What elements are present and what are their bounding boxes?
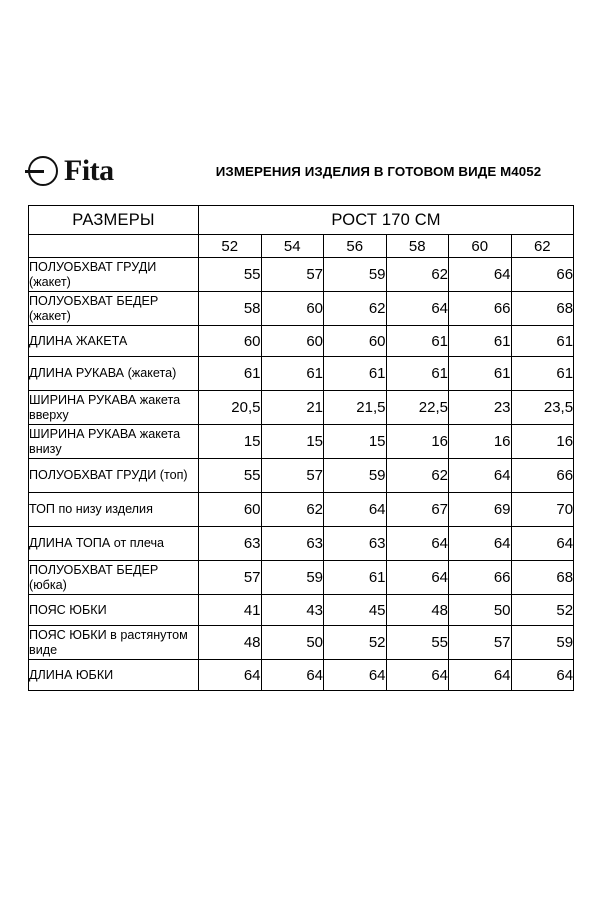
row-label: ПОЛУОБХВАТ ГРУДИ (топ) [29,459,199,493]
row-value: 60 [261,326,324,357]
row-value: 15 [261,425,324,459]
row-value: 64 [386,660,449,691]
row-value: 55 [199,459,262,493]
row-value: 61 [199,357,262,391]
row-value: 66 [511,258,574,292]
row-label: ШИРИНА РУКАВА жакета внизу [29,425,199,459]
row-label: ПОЯС ЮБКИ [29,595,199,626]
size-column-header: 60 [449,235,512,258]
row-value: 64 [449,459,512,493]
row-value: 61 [324,357,387,391]
row-value: 45 [324,595,387,626]
row-value: 57 [449,626,512,660]
row-value: 23,5 [511,391,574,425]
row-value: 66 [449,292,512,326]
size-column-header: 54 [261,235,324,258]
row-value: 59 [261,561,324,595]
table-row [29,626,574,660]
table-row [29,660,574,691]
measurements-table [28,205,574,691]
row-value: 59 [511,626,574,660]
row-value: 20,5 [199,391,262,425]
row-label: ДЛИНА РУКАВА (жакета) [29,357,199,391]
row-value: 60 [199,326,262,357]
row-value: 63 [324,527,387,561]
row-label: ПОЛУОБХВАТ ГРУДИ (жакет) [29,258,199,292]
row-value: 60 [324,326,387,357]
row-value: 41 [199,595,262,626]
table-row [29,527,574,561]
row-value: 48 [386,595,449,626]
row-value: 15 [199,425,262,459]
row-value: 70 [511,493,574,527]
row-label: ДЛИНА ЖАКЕТА [29,326,199,357]
row-label: ТОП по низу изделия [29,493,199,527]
table-row [29,595,574,626]
row-value: 50 [449,595,512,626]
table-row [29,561,574,595]
page-title: ИЗМЕРЕНИЯ ИЗДЕЛИЯ В ГОТОВОМ ВИДЕ М4052 [215,163,542,179]
header-spacer [29,235,199,258]
row-value: 21 [261,391,324,425]
row-value: 16 [511,425,574,459]
row-value: 64 [386,292,449,326]
row-value: 43 [261,595,324,626]
size-column-header: 62 [511,235,574,258]
row-value: 64 [324,660,387,691]
row-value: 63 [199,527,262,561]
table-size-row [29,235,574,258]
row-value: 67 [386,493,449,527]
table-row [29,425,574,459]
row-value: 59 [324,459,387,493]
row-value: 64 [449,258,512,292]
row-value: 55 [386,626,449,660]
table-row [29,357,574,391]
header-sizes: РАЗМЕРЫ [29,206,199,235]
row-value: 23 [449,391,512,425]
row-value: 62 [261,493,324,527]
size-column-header: 56 [324,235,387,258]
row-value: 61 [449,357,512,391]
row-label: ПОЛУОБХВАТ БЕДЕР (жакет) [29,292,199,326]
row-value: 61 [261,357,324,391]
row-value: 52 [324,626,387,660]
table-row [29,391,574,425]
row-value: 50 [261,626,324,660]
row-value: 61 [386,326,449,357]
row-value: 64 [199,660,262,691]
row-value: 62 [324,292,387,326]
row-value: 59 [324,258,387,292]
header-height-group: РОСТ 170 СМ [199,206,574,235]
row-value: 68 [511,561,574,595]
row-value: 52 [511,595,574,626]
row-value: 64 [511,527,574,561]
row-value: 68 [511,292,574,326]
row-value: 61 [324,561,387,595]
size-column-header: 58 [386,235,449,258]
row-value: 64 [386,527,449,561]
row-value: 57 [199,561,262,595]
row-value: 61 [449,326,512,357]
row-value: 60 [199,493,262,527]
brand-name: Fita [64,154,114,187]
row-value: 15 [324,425,387,459]
row-value: 66 [449,561,512,595]
brand-logo [28,156,178,186]
circle-bar-logo-icon [28,156,58,186]
row-value: 16 [449,425,512,459]
row-value: 57 [261,258,324,292]
row-value: 61 [511,357,574,391]
size-column-header: 52 [199,235,262,258]
row-value: 22,5 [386,391,449,425]
table-row [29,292,574,326]
row-label: ШИРИНА РУКАВА жакета вверху [29,391,199,425]
row-value: 61 [511,326,574,357]
table-row [29,493,574,527]
row-value: 64 [449,527,512,561]
table-row [29,258,574,292]
row-value: 66 [511,459,574,493]
row-value: 21,5 [324,391,387,425]
document-header [28,148,573,194]
row-value: 64 [324,493,387,527]
row-value: 48 [199,626,262,660]
row-value: 62 [386,459,449,493]
row-label: ДЛИНА ЮБКИ [29,660,199,691]
row-value: 64 [449,660,512,691]
row-label: ПОЯС ЮБКИ в растянутом виде [29,626,199,660]
row-value: 55 [199,258,262,292]
row-value: 60 [261,292,324,326]
row-value: 69 [449,493,512,527]
table-row [29,459,574,493]
row-label: ДЛИНА ТОПА от плеча [29,527,199,561]
table-header-row [29,206,574,235]
table-row [29,326,574,357]
row-value: 64 [386,561,449,595]
row-label: ПОЛУОБХВАТ БЕДЕР (юбка) [29,561,199,595]
row-value: 16 [386,425,449,459]
row-value: 63 [261,527,324,561]
row-value: 64 [261,660,324,691]
row-value: 57 [261,459,324,493]
row-value: 61 [386,357,449,391]
row-value: 58 [199,292,262,326]
row-value: 64 [511,660,574,691]
row-value: 62 [386,258,449,292]
